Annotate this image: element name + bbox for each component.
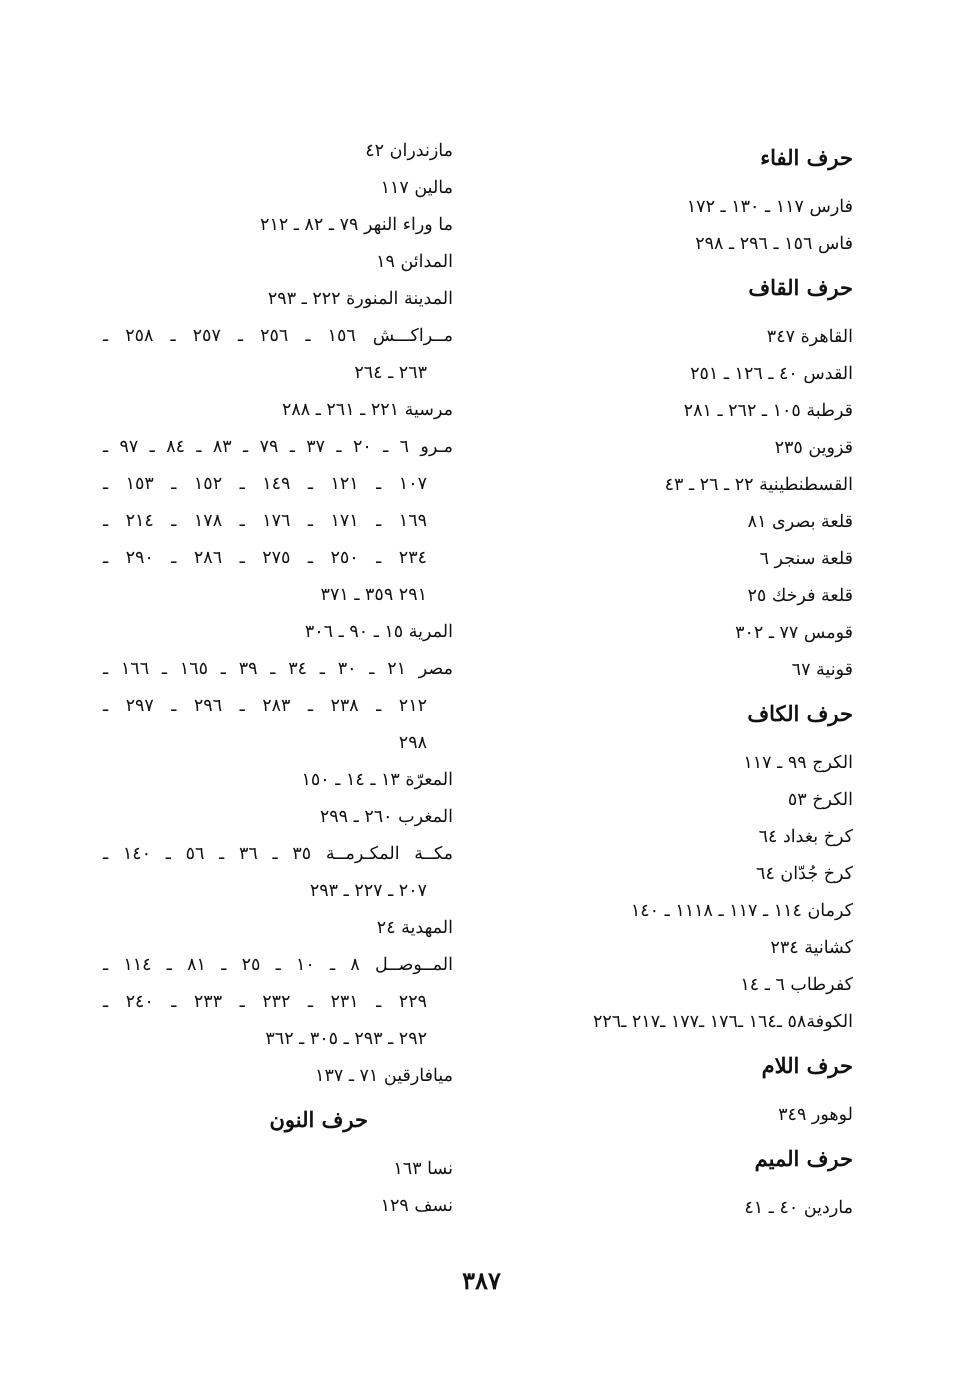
index-entry: الكرج ٩٩ ـ ١١٧	[743, 753, 853, 773]
index-entry: مـرو ٦ ـ ٢٠ ـ ٣٧ ـ ٧٩ ـ ٨٣ ـ ٨٤ ـ ٩٧ ـ	[103, 437, 454, 457]
index-entry: مرسية ٢٢١ ـ ٢٦١ ـ ٢٨٨	[281, 400, 453, 420]
index-entry: قلعة فرخك ٢٥	[747, 586, 853, 606]
section-heading-lam: حرف اللام	[761, 1053, 853, 1078]
index-entry: قزوين ٢٣٥	[774, 438, 853, 458]
section-entries-kaf	[503, 745, 853, 1041]
section-entries-mim-continued	[103, 133, 453, 1095]
section-heading-nun: حرف النون	[269, 1107, 368, 1132]
index-entry: نسا ١٦٣	[393, 1159, 453, 1179]
index-entry: قومس ٧٧ ـ ٣٠٢	[735, 623, 853, 643]
index-entry: قلعة سنجر ٦	[759, 549, 853, 569]
index-entry-continuation: ٢١٢ ـ ٢٣٨ ـ ٢٨٣ ـ ٢٩٦ ـ ٢٩٧ ـ	[103, 696, 427, 716]
index-entry: مصر ٢١ ـ ٣٠ ـ ٣٤ ـ ٣٩ ـ ١٦٥ ـ ١٦٦ ـ	[103, 659, 453, 679]
index-entry: مالين ١١٧	[380, 178, 453, 198]
index-entry: قونية ٦٧	[791, 660, 853, 680]
index-entry: المغرب ٢٦٠ ـ ٢٩٩	[319, 807, 453, 827]
index-entry: المدائن ١٩	[376, 252, 453, 272]
index-entry-continuation: ٢٦٣ ـ ٢٦٤	[354, 363, 427, 383]
index-entry: ميافارقين ٧١ ـ ١٣٧	[315, 1066, 453, 1086]
index-entry: كرخ بغداد ٦٤	[758, 827, 853, 847]
index-column-left	[103, 133, 453, 1225]
index-entry: فاس ١٥٦ ـ ٢٩٦ ـ ٢٩٨	[695, 234, 853, 254]
page-number: ٣٨٧	[462, 1266, 501, 1295]
index-entry: المعرّة ١٣ ـ ١٤ ـ ١٥٠	[301, 770, 453, 790]
section-entries-lam	[503, 1097, 853, 1134]
index-entry-continuation: ٢٢٩ ـ ٢٣١ ـ ٢٣٢ ـ ٢٣٣ ـ ٢٤٠ ـ	[103, 992, 427, 1012]
index-entry: القسطنطينية ٢٢ ـ ٢٦ ـ ٤٣	[664, 475, 853, 495]
index-entry-continuation: ٢٠٧ ـ ٢٢٧ ـ ٢٩٣	[309, 881, 427, 901]
index-entry-continuation: ٢٣٤ ـ ٢٥٠ ـ ٢٧٥ ـ ٢٨٦ ـ ٢٩٠ ـ	[103, 548, 427, 568]
index-column-right	[503, 133, 853, 1227]
index-entry: الكوفة٥٨ ـ١٦٤ ـ١٧٦ ـ١٧٧ ـ٢١٧ ـ٢٢٦	[593, 1012, 853, 1032]
index-entry-continuation: ١٠٧ ـ ١٢١ ـ ١٤٩ ـ ١٥٢ ـ ١٥٣ ـ	[103, 474, 427, 494]
index-entry: ما وراء النهر ٧٩ ـ ٨٢ ـ ٢١٢	[260, 215, 453, 235]
index-entry: كشانية ٢٣٤	[770, 938, 853, 958]
section-entries-mim	[503, 1190, 853, 1227]
index-entry: مازندران ٤٢	[365, 141, 453, 161]
section-heading-kaf: حرف الكاف	[747, 701, 853, 726]
index-entry: الكرخ ٥٣	[787, 790, 853, 810]
index-entry: مــراكـــش ١٥٦ ـ ٢٥٦ ـ ٢٥٧ ـ ٢٥٨ ـ	[103, 326, 453, 346]
index-entry: المهدية ٢٤	[376, 918, 453, 938]
index-entry-continuation: ٢٩٢ ـ ٢٩٣ ـ ٣٠٥ ـ ٣٦٢	[265, 1029, 427, 1049]
index-entry-continuation: ٢٩١ ٣٥٩ ـ ٣٧١	[320, 585, 427, 605]
index-entry-continuation: ١٦٩ ـ ١٧١ ـ ١٧٦ ـ ١٧٨ ـ ٢١٤ ـ	[103, 511, 427, 531]
index-entry: المــوصــل ٨ ـ ١٠ ـ ٢٥ ـ ٨١ ـ ١١٤ ـ	[103, 955, 453, 975]
index-entry: القدس ٤٠ ـ ١٢٦ ـ ٢٥١	[690, 364, 853, 384]
section-heading-qaf: حرف القاف	[748, 275, 853, 300]
index-entry-continuation: ٢٩٨	[398, 733, 427, 753]
index-entry: ماردين ٤٠ ـ ٤١	[744, 1198, 853, 1218]
index-entry: كرمان ١١٤ ـ ١١٧ ـ ١١١٨ ـ ١٤٠	[630, 901, 853, 921]
section-heading-mim: حرف الميم	[754, 1146, 853, 1171]
index-entry: فارس ١١٧ ـ ١٣٠ ـ ١٧٢	[686, 197, 853, 217]
index-entry: نسف ١٢٩	[380, 1196, 453, 1216]
index-entry: مكــة المكـرمــة ٣٥ ـ ٣٦ ـ ٥٦ ـ ١٤٠ ـ	[103, 844, 453, 864]
section-heading-fa: حرف الفاء	[760, 145, 853, 170]
index-entry: القاهرة ٣٤٧	[766, 327, 853, 347]
index-entry: لوهور ٣٤٩	[778, 1105, 853, 1125]
section-entries-nun	[103, 1151, 453, 1225]
index-entry: قلعة بصرى ٨١	[747, 512, 853, 532]
section-entries-qaf	[503, 319, 853, 689]
index-entry: المدينة المنورة ٢٢٢ ـ ٢٩٣	[267, 289, 453, 309]
index-entry: كفرطاب ٦ ـ ١٤	[740, 975, 853, 995]
index-entry: المرية ١٥ ـ ٩٠ ـ ٣٠٦	[304, 622, 453, 642]
index-entry: كرخ جُدّان ٦٤	[756, 864, 853, 884]
section-entries-fa	[503, 189, 853, 263]
index-entry: قرطبة ١٠٥ ـ ٢٦٢ ـ ٢٨١	[683, 401, 853, 421]
